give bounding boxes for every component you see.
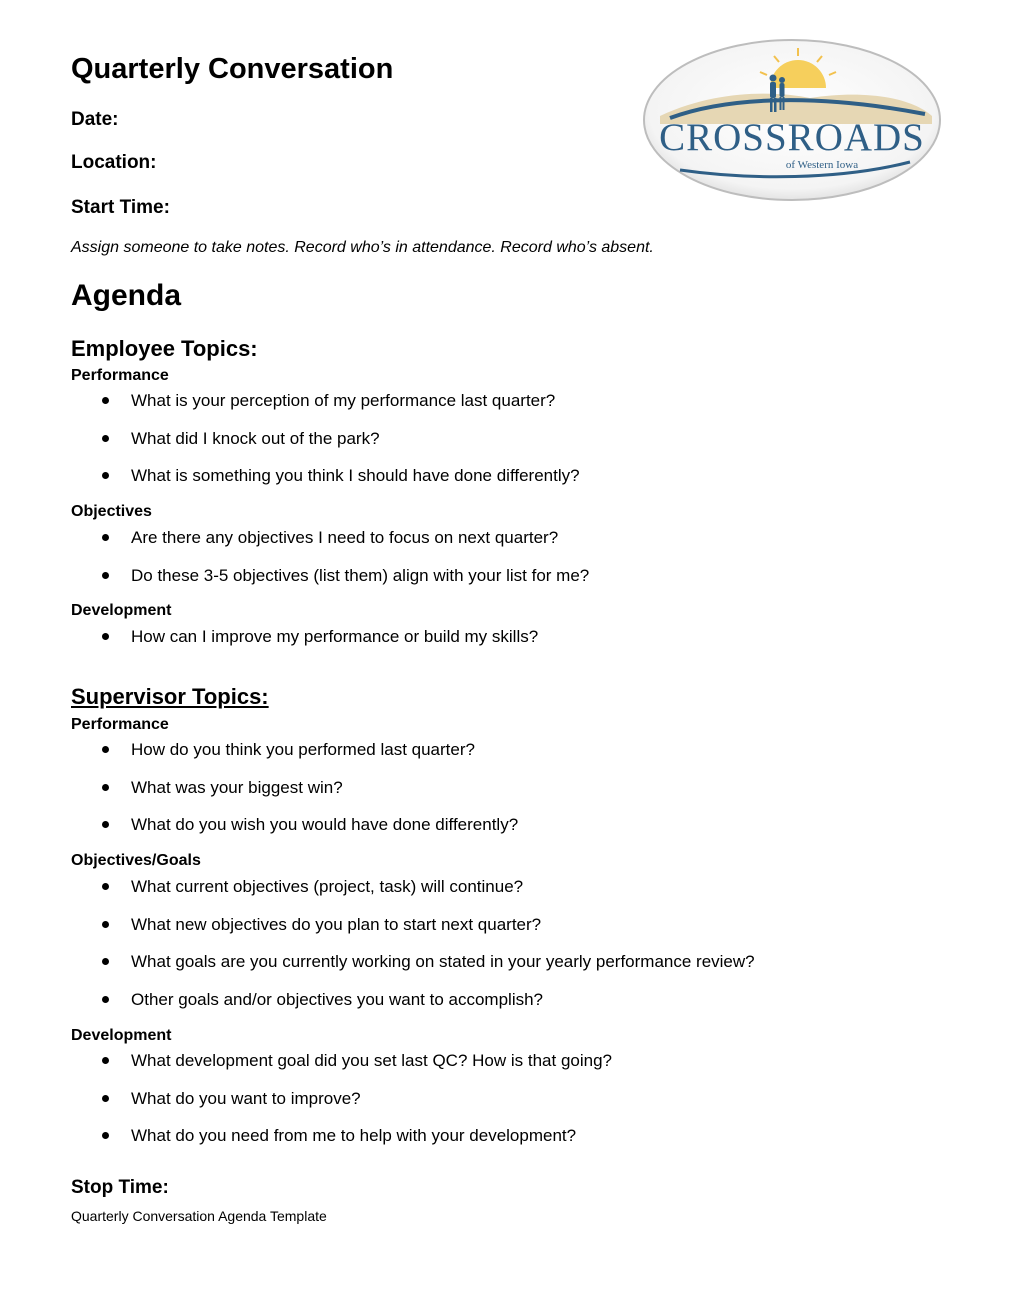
document-title: Quarterly Conversation — [71, 53, 394, 85]
location-label: Location: — [71, 152, 157, 173]
bullet-icon — [102, 397, 109, 404]
list-item: What was your biggest win? — [100, 777, 518, 799]
start-time-label: Start Time: — [71, 197, 170, 218]
date-label: Date: — [71, 109, 119, 130]
bullet-icon — [102, 1095, 109, 1102]
supervisor-topics-heading: Supervisor Topics: — [71, 684, 269, 709]
bullet-icon — [102, 472, 109, 479]
stop-time-label: Stop Time: — [71, 1177, 169, 1198]
list-item: What goals are you currently working on stated in your yearly performance review? — [100, 951, 755, 973]
logo-tagline: of Western Iowa — [785, 159, 859, 171]
list-item: What do you need from me to help with your development? — [100, 1125, 612, 1147]
bullet-icon — [102, 996, 109, 1003]
bullet-icon — [102, 958, 109, 965]
bullet-icon — [102, 1057, 109, 1064]
list-item: What did I knock out of the park? — [100, 428, 580, 450]
bullet-icon — [102, 534, 109, 541]
employee-objectives-list — [100, 527, 589, 602]
bullet-icon — [102, 921, 109, 928]
list-item: Are there any objectives I need to focus on next quarter? — [100, 527, 589, 549]
bullet-icon — [102, 821, 109, 828]
bullet-icon — [102, 572, 109, 579]
list-item: How can I improve my performance or build my skills? — [100, 626, 538, 648]
bullet-icon — [102, 883, 109, 890]
supervisor-development-label: Development — [71, 1027, 172, 1044]
list-item: Do these 3-5 objectives (list them) align with your list for me? — [100, 565, 589, 587]
supervisor-performance-label: Performance — [71, 716, 169, 733]
list-item: What do you want to improve? — [100, 1088, 612, 1110]
list-item: What development goal did you set last QC? How is that going? — [100, 1050, 612, 1072]
list-item: How do you think you performed last quarter? — [100, 739, 518, 761]
crossroads-logo — [640, 30, 945, 205]
supervisor-objectives-label: Objectives/Goals — [71, 852, 201, 869]
list-item: What is something you think I should have done differently? — [100, 465, 580, 487]
list-item: What current objectives (project, task) will continue? — [100, 876, 755, 898]
list-item: Other goals and/or objectives you want to accomplish? — [100, 989, 755, 1011]
list-item: What is your perception of my performance last quarter? — [100, 390, 580, 412]
footer-text: Quarterly Conversation Agenda Template — [71, 1208, 327, 1224]
supervisor-development-list — [100, 1050, 612, 1163]
logo-wordmark: CROSSROADS — [659, 116, 925, 159]
employee-topics-heading: Employee Topics: — [71, 336, 258, 361]
employee-performance-list — [100, 390, 580, 503]
employee-performance-label: Performance — [71, 367, 169, 384]
employee-development-label: Development — [71, 602, 172, 619]
bullet-icon — [102, 784, 109, 791]
employee-objectives-label: Objectives — [71, 503, 152, 520]
supervisor-performance-list — [100, 739, 518, 852]
bullet-icon — [102, 746, 109, 753]
instructions-text: Assign someone to take notes. Record who’s in attendance. Record who’s absent. — [71, 239, 654, 256]
bullet-icon — [102, 435, 109, 442]
bullet-icon — [102, 1132, 109, 1139]
agenda-heading: Agenda — [71, 279, 182, 312]
list-item: What do you wish you would have done differently? — [100, 814, 518, 836]
bullet-icon — [102, 633, 109, 640]
supervisor-objectives-list — [100, 876, 755, 1026]
list-item: What new objectives do you plan to start next quarter? — [100, 914, 755, 936]
employee-development-list — [100, 626, 538, 664]
